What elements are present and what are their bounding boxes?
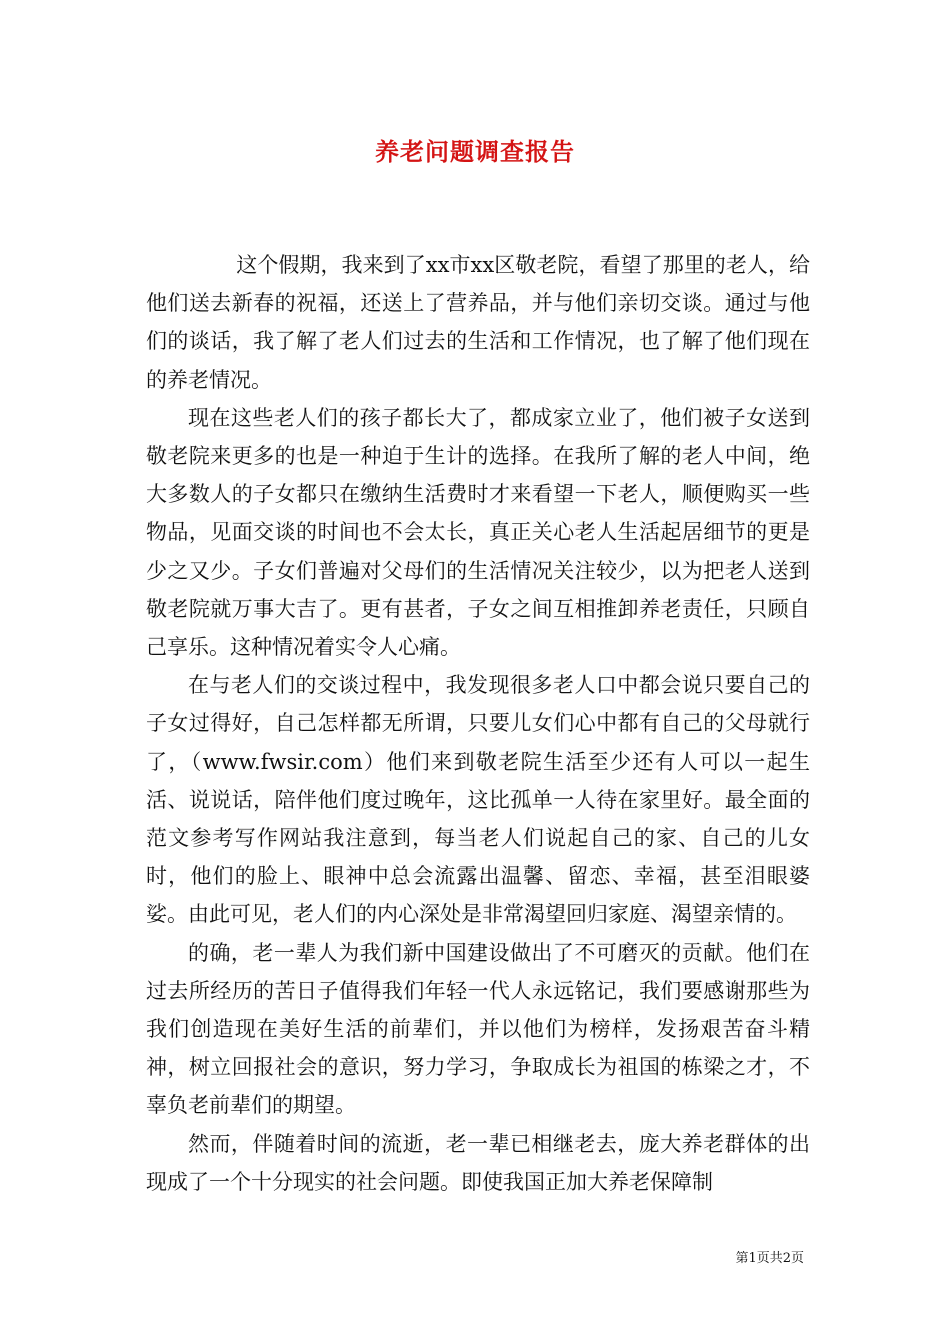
paragraph-3: 在与老人们的交谈过程中，我发现很多老人口中都会说只要自己的子女过得好，自己怎样都无所谓，只要儿女们心中都有自己的父母就行了，（www.fwsir.com）他们来到敬老院生活至少还有人可以一起生活、说说话，陪伴他们度过晚年，这比孤单一人待在家里好。最全面的范文参考写作网站我注意到，每当老人们说起自己的家、自己的儿女时，他们的脸上、眼神中总会流露出温馨、留恋、幸福，甚至泪眼婆娑。由此可见，老人们的内心深处是非常渴望回归家庭、渴望亲情的。 [146, 673, 810, 927]
document-title: 养老问题调查报告 [375, 137, 575, 166]
paragraph-4: 的确，老一辈人为我们新中国建设做出了不可磨灭的贡献。他们在过去所经历的苦日子值得我们年轻一代人永远铭记，我们要感谢那些为我们创造现在美好生活的前辈们，并以他们为榜样，发扬艰苦奋斗精神，树立回报社会的意识，努力学习，争取成长为祖国的栋梁之才，不辜负老前辈们的期望。 [146, 940, 810, 1118]
paragraph-2: 现在这些老人们的孩子都长大了，都成家立业了，他们被子女送到敬老院来更多的也是一种迫于生计的选择。在我所了解的老人中间，绝大多数人的子女都只在缴纳生活费时才来看望一下老人，顺便购买一些物品，见面交谈的时间也不会太长，真正关心老人生活起居细节的更是少之又少。子女们普遍对父母们的生活情况关注较少，以为把老人送到敬老院就万事大吉了。更有甚者，子女之间互相推卸养老责任，只顾自己享乐。这种情况着实令人心痛。 [146, 405, 810, 660]
document-body [146, 246, 810, 1201]
paragraph-5: 然而，伴随着时间的流逝，老一辈已相继老去，庞大养老群体的出现成了一个十分现实的社会问题。即使我国正加大养老保障制 [146, 1131, 810, 1194]
paragraph-1: 这个假期，我来到了xx市xx区敬老院，看望了那里的老人，给他们送去新春的祝福，还送上了营养品，并与他们亲切交谈。通过与他们的谈话，我了解了老人们过去的生活和工作情况，也了解了他们现在的养老情况。 [146, 253, 810, 392]
page-number-footer: 第1页共2页 [735, 1251, 804, 1266]
